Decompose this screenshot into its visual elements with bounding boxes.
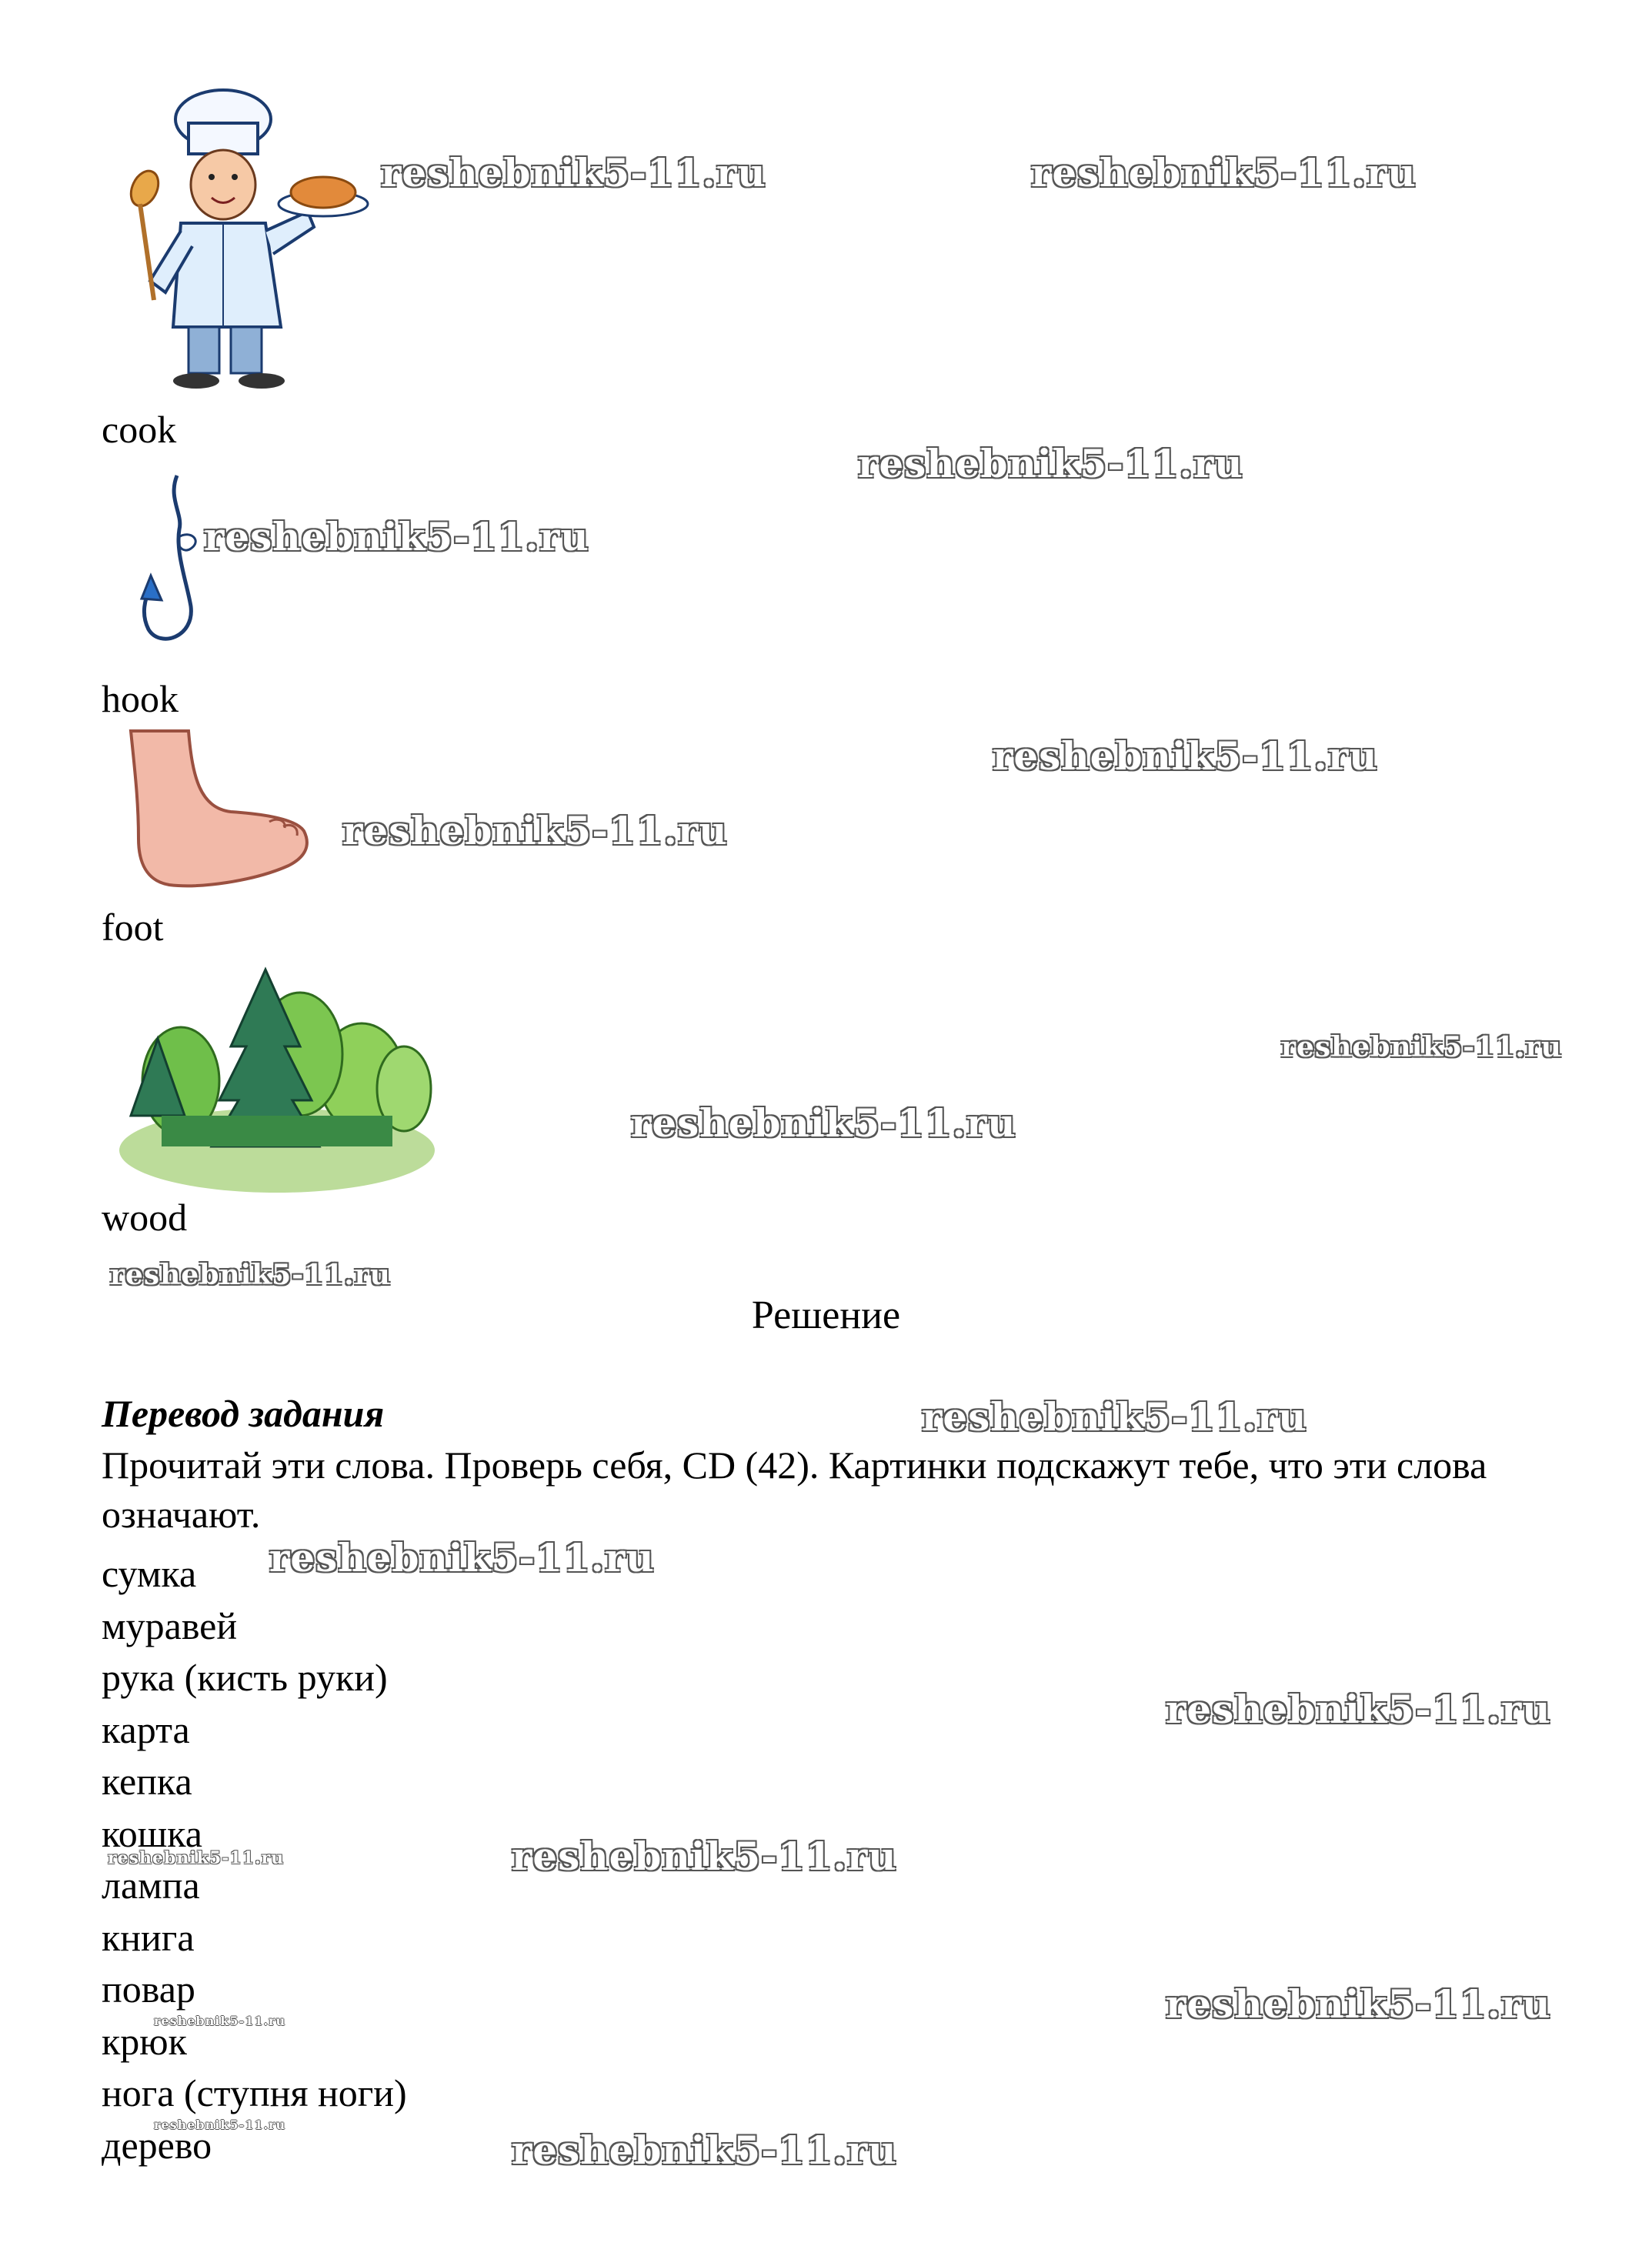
list-item: книга bbox=[102, 1915, 195, 1959]
cook-illustration bbox=[108, 81, 389, 392]
hook-illustration bbox=[114, 468, 222, 660]
watermark: reshebnik5-11.ru bbox=[858, 441, 1243, 486]
watermark: reshebnik5-11.ru bbox=[993, 733, 1378, 779]
watermark: reshebnik5-11.ru bbox=[1166, 1687, 1551, 1732]
list-item: дерево bbox=[102, 2123, 212, 2167]
watermark: reshebnik5-11.ru bbox=[342, 808, 728, 853]
list-item: крюк bbox=[102, 2019, 187, 2063]
list-item: кепка bbox=[102, 1760, 192, 1803]
list-item: муравей bbox=[102, 1604, 238, 1647]
watermark: reshebnik5-11.ru bbox=[269, 1535, 655, 1580]
instruction-text: Прочитай эти слова. Проверь себя, CD (42). Картинки подскажут тебе, что эти слова означают. bbox=[102, 1443, 1487, 1536]
translation-title: Перевод задания bbox=[102, 1392, 385, 1435]
foot-illustration bbox=[115, 723, 315, 896]
list-item: нога (ступня ноги) bbox=[102, 2071, 407, 2114]
watermark: reshebnik5-11.ru bbox=[631, 1100, 1016, 1146]
solution-heading: Решение bbox=[751, 1293, 901, 1337]
watermark: reshebnik5-11.ru bbox=[512, 2128, 897, 2173]
list-item: карта bbox=[102, 1707, 190, 1751]
watermark: reshebnik5-11.ru bbox=[381, 150, 766, 195]
watermark: reshebnik5-11.ru bbox=[204, 514, 589, 559]
list-item: кошка bbox=[102, 1811, 202, 1855]
watermark: reshebnik5-11.ru bbox=[1166, 1981, 1551, 2027]
watermark: reshebnik5-11.ru bbox=[1281, 1031, 1562, 1063]
watermark: reshebnik5-11.ru bbox=[154, 2014, 286, 2028]
watermark: reshebnik5-11.ru bbox=[1031, 150, 1417, 195]
forest-illustration bbox=[115, 954, 439, 1193]
list-item: повар bbox=[102, 1967, 195, 2011]
list-item: лампа bbox=[102, 1864, 200, 1907]
vocab-word-wood: wood bbox=[102, 1196, 188, 1239]
list-item: рука (кисть руки) bbox=[102, 1656, 388, 1699]
watermark: reshebnik5-11.ru bbox=[154, 2118, 286, 2132]
watermark: reshebnik5-11.ru bbox=[922, 1394, 1307, 1440]
watermark: reshebnik5-11.ru bbox=[110, 1259, 391, 1291]
vocab-word-hook: hook bbox=[102, 677, 179, 720]
vocab-word-cook: cook bbox=[102, 408, 177, 451]
list-item: сумка bbox=[102, 1552, 197, 1595]
vocab-word-foot: foot bbox=[102, 906, 164, 949]
watermark: reshebnik5-11.ru bbox=[108, 1848, 285, 1868]
watermark: reshebnik5-11.ru bbox=[512, 1834, 897, 1879]
